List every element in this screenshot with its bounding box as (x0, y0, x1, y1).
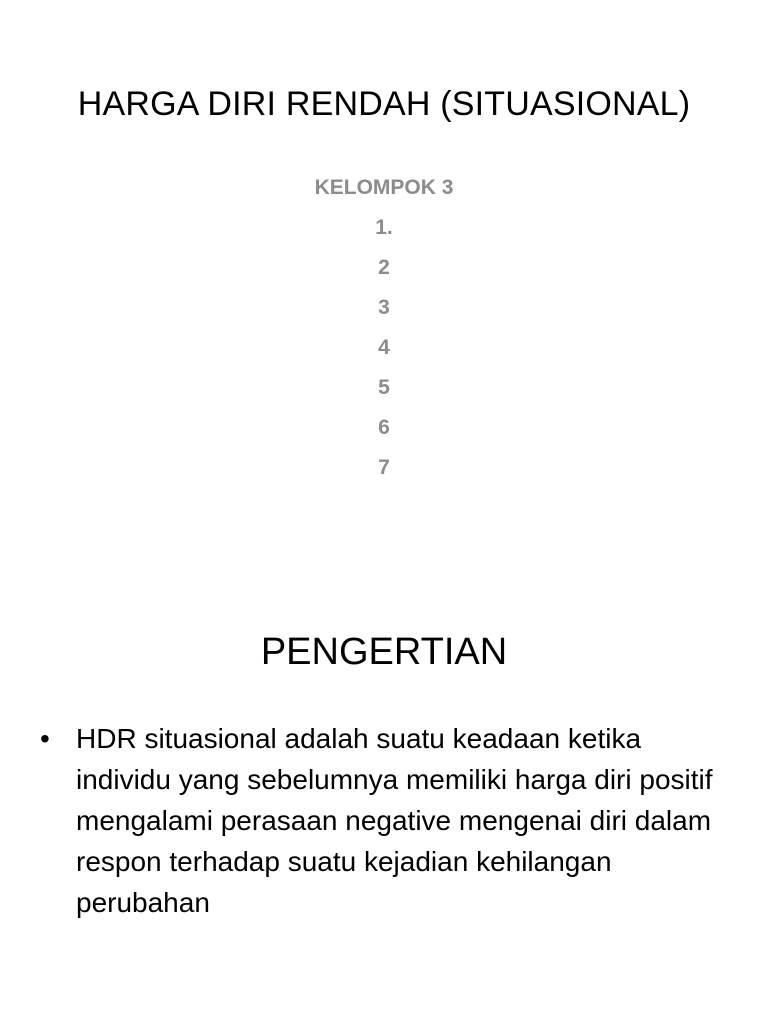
member-number: 6 (378, 416, 390, 439)
group-member-list (0, 168, 768, 488)
bullet-list (40, 718, 720, 923)
slide-1-title: HARGA DIRI RENDAH (SITUASIONAL) (77, 85, 691, 123)
bullet-item (40, 718, 720, 923)
member-number: 1. (375, 216, 393, 239)
member-number: 3 (378, 296, 390, 319)
member-number: 5 (378, 376, 390, 399)
bullet-text: HDR situasional adalah suatu keadaan ketika individu yang sebelumnya memiliki harga diri positif mengalami perasaan negative mengenai diri dalam respon terhadap suatu kejadian kehilangan perubahan (76, 723, 713, 918)
member-number: 4 (378, 336, 390, 359)
member-number: 7 (378, 456, 390, 479)
member-number: 2 (378, 256, 390, 279)
slide-definition (0, 600, 768, 1024)
bullet-icon: • (40, 723, 50, 754)
slide-2-title: PENGERTIAN (260, 631, 508, 673)
group-label: KELOMPOK 3 (314, 176, 454, 199)
